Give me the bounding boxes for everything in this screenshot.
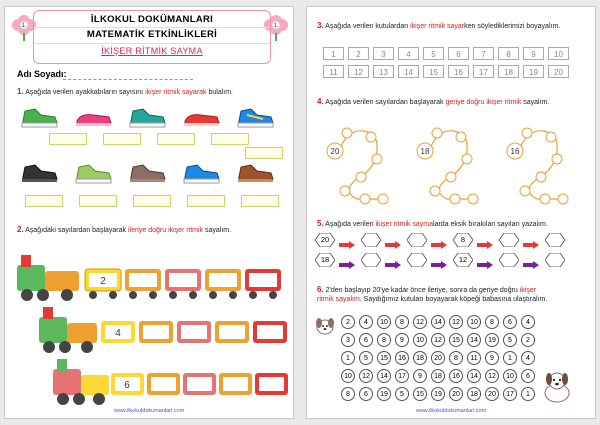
hexagon-number-cell[interactable] xyxy=(545,233,565,247)
arrow-right-icon xyxy=(523,256,539,274)
number-circle[interactable]: 4 xyxy=(359,315,373,329)
hexagon-number-cell[interactable] xyxy=(545,253,565,267)
number-box[interactable]: 5 xyxy=(423,47,444,60)
number-circle[interactable]: 17 xyxy=(395,369,409,383)
number-box[interactable]: 20 xyxy=(548,65,569,78)
number-circle[interactable]: 14 xyxy=(431,315,445,329)
number-circle[interactable]: 20 xyxy=(431,351,445,365)
answer-box[interactable] xyxy=(157,133,195,145)
shoe-icon xyxy=(235,103,275,129)
svg-text:1.: 1. xyxy=(21,23,27,29)
question-5: 5. Aşağıda verilen ikişer ritmik saymalarda eksik bırakılan sayıları yazalım. xyxy=(317,219,548,228)
number-box[interactable]: 1 xyxy=(323,47,344,60)
number-box[interactable]: 14 xyxy=(398,65,419,78)
answer-box[interactable] xyxy=(133,195,171,207)
number-box[interactable]: 15 xyxy=(423,65,444,78)
shoe-icon xyxy=(235,159,275,185)
answer-box[interactable] xyxy=(187,195,225,207)
number-circle[interactable]: 12 xyxy=(359,369,373,383)
number-circle[interactable]: 1 xyxy=(503,351,517,365)
answer-box[interactable] xyxy=(49,133,87,145)
train-illustration xyxy=(35,299,293,357)
shoe-icon xyxy=(127,159,167,185)
number-box[interactable]: 7 xyxy=(473,47,494,60)
arrow-right-icon xyxy=(477,256,493,274)
answer-box[interactable] xyxy=(103,133,141,145)
number-circle[interactable]: 6 xyxy=(503,315,517,329)
hexagon-number-cell[interactable] xyxy=(499,253,519,267)
number-circle[interactable]: 10 xyxy=(503,369,517,383)
shoe-icon xyxy=(181,159,221,185)
header-title: İLKOKUL DOKÜMANLARI xyxy=(90,14,214,25)
number-box[interactable]: 6 xyxy=(448,47,469,60)
number-circle[interactable]: 15 xyxy=(377,351,391,365)
answer-box[interactable] xyxy=(245,147,283,159)
answer-box[interactable] xyxy=(79,195,117,207)
question-3: 3. Aşağıda verilen kutulardan ikişer ritmik sayarken söylediklerimizi boyayalım. xyxy=(317,21,561,30)
shoe-icon xyxy=(73,103,113,129)
hexagon-number-cell[interactable] xyxy=(361,253,381,267)
hexagon-number-cell[interactable] xyxy=(499,233,519,247)
hexagon-number-cell[interactable] xyxy=(407,253,427,267)
answer-box[interactable] xyxy=(25,195,63,207)
number-circle[interactable]: 14 xyxy=(467,333,481,347)
number-box[interactable]: 4 xyxy=(398,47,419,60)
number-box[interactable]: 2 xyxy=(348,47,369,60)
number-circle[interactable]: 12 xyxy=(485,369,499,383)
svg-text:6: 6 xyxy=(124,380,130,391)
question-6: 6. 2'den başlayıp 20'ye kadar önce ileriye, sonra da geriye doğru ikişer ritmik sayalım. Saydığımız kutuları boyayarak köpeği babasına ulaştıralım. xyxy=(317,285,548,303)
number-circle[interactable]: 5 xyxy=(359,351,373,365)
number-box[interactable]: 8 xyxy=(498,47,519,60)
answer-box[interactable] xyxy=(211,133,249,145)
number-circle[interactable]: 2 xyxy=(521,333,535,347)
worksheet-topic: İKİŞER RİTMİK SAYMA xyxy=(101,46,203,56)
countdown-path-diagram xyxy=(317,123,587,207)
number-circle[interactable]: 8 xyxy=(341,387,355,401)
number-circle[interactable]: 11 xyxy=(467,351,481,365)
number-circle[interactable]: 18 xyxy=(431,369,445,383)
number-circle[interactable]: 9 xyxy=(413,369,427,383)
svg-text:18: 18 xyxy=(420,147,430,156)
number-circle[interactable]: 6 xyxy=(359,387,373,401)
number-circle[interactable]: 16 xyxy=(395,351,409,365)
shoe-icon xyxy=(73,159,113,185)
number-circle[interactable]: 14 xyxy=(467,369,481,383)
svg-text:2: 2 xyxy=(100,276,106,287)
question-2: 2. Aşağıdaki sayılardan başlayarak ileriye doğru ikişer ritmik sayalım. xyxy=(17,225,232,234)
number-circle[interactable]: 5 xyxy=(395,387,409,401)
number-circle[interactable]: 12 xyxy=(449,315,463,329)
number-circle[interactable]: 2 xyxy=(341,315,355,329)
svg-text:16: 16 xyxy=(510,147,520,156)
hexagon-number-cell[interactable] xyxy=(361,233,381,247)
number-circle[interactable]: 10 xyxy=(467,315,481,329)
number-circle[interactable]: 20 xyxy=(485,387,499,401)
number-box[interactable]: 19 xyxy=(523,65,544,78)
number-circle[interactable]: 6 xyxy=(359,333,373,347)
footer-url[interactable]: www.ilkokuldokumanlari.com xyxy=(113,408,185,414)
shoe-icon xyxy=(127,103,167,129)
arrow-right-icon xyxy=(431,236,447,254)
worksheet-header xyxy=(33,10,271,64)
arrow-right-icon xyxy=(477,236,493,254)
number-circle[interactable]: 17 xyxy=(503,387,517,401)
number-circle[interactable]: 10 xyxy=(413,333,427,347)
number-circle[interactable]: 9 xyxy=(395,333,409,347)
shoe-icon xyxy=(19,159,59,185)
number-circle[interactable]: 3 xyxy=(341,333,355,347)
hexagon-number-cell: 20 xyxy=(315,233,335,247)
train-illustration xyxy=(13,247,293,305)
number-circle[interactable]: 18 xyxy=(467,387,481,401)
footer-url[interactable]: www.ilkokuldokumanlari.com xyxy=(415,408,487,414)
hexagon-number-cell: 12 xyxy=(453,253,473,267)
question-1: 1. Aşağıda verilen ayakkabıların sayısını ikişer ritmik sayarak bulalım. xyxy=(17,87,233,96)
number-circle[interactable]: 18 xyxy=(413,351,427,365)
arrow-right-icon xyxy=(339,256,355,274)
shoe-icon xyxy=(19,103,59,129)
number-box[interactable]: 10 xyxy=(548,47,569,60)
shoe-icon xyxy=(181,103,221,129)
number-box[interactable]: 17 xyxy=(473,65,494,78)
hexagon-number-cell: 8 xyxy=(453,233,473,247)
number-circle[interactable]: 14 xyxy=(377,369,391,383)
number-box[interactable]: 9 xyxy=(523,47,544,60)
number-circle[interactable]: 4 xyxy=(521,351,535,365)
number-circle[interactable]: 15 xyxy=(449,333,463,347)
number-circle[interactable]: 8 xyxy=(485,315,499,329)
header-subtitle: MATEMATİK ETKİNLİKLERİ xyxy=(86,29,218,40)
number-box[interactable]: 3 xyxy=(373,47,394,60)
arrow-right-icon xyxy=(523,236,539,254)
number-circle[interactable]: 8 xyxy=(449,351,463,365)
hexagon-number-cell[interactable] xyxy=(407,233,427,247)
train-illustration xyxy=(49,351,293,409)
number-circle[interactable]: 19 xyxy=(485,333,499,347)
question-4: 4. Aşağıda verilen sayılardan başlayarak geriye doğru ikişer ritmik sayalım. xyxy=(317,97,550,106)
arrow-right-icon xyxy=(385,256,401,274)
name-field[interactable] xyxy=(63,79,193,80)
number-circle[interactable]: 16 xyxy=(449,369,463,383)
number-circle[interactable]: 10 xyxy=(377,315,391,329)
arrow-right-icon xyxy=(339,236,355,254)
number-circle[interactable]: 20 xyxy=(449,387,463,401)
name-label: Adı Soyadı: xyxy=(17,69,67,79)
number-circle[interactable]: 19 xyxy=(377,387,391,401)
number-circle[interactable]: 12 xyxy=(431,333,445,347)
number-box[interactable]: 18 xyxy=(498,65,519,78)
hexagon-number-cell: 18 xyxy=(315,253,335,267)
svg-text:1.: 1. xyxy=(273,23,279,29)
number-circle[interactable]: 10 xyxy=(341,369,355,383)
number-circle[interactable]: 6 xyxy=(521,369,535,383)
number-circle[interactable]: 8 xyxy=(377,333,391,347)
arrow-right-icon xyxy=(431,256,447,274)
number-circle[interactable]: 1 xyxy=(341,351,355,365)
number-box[interactable]: 13 xyxy=(373,65,394,78)
number-circle[interactable]: 9 xyxy=(485,351,499,365)
number-circle[interactable]: 1 xyxy=(521,387,535,401)
svg-text:20: 20 xyxy=(330,147,340,156)
number-circle[interactable]: 15 xyxy=(413,387,427,401)
number-circle[interactable]: 5 xyxy=(503,333,517,347)
number-circle[interactable]: 8 xyxy=(395,315,409,329)
left-worksheet-page xyxy=(4,6,294,419)
number-circle[interactable]: 19 xyxy=(431,387,445,401)
number-box[interactable]: 12 xyxy=(348,65,369,78)
dog-icon xyxy=(539,369,575,405)
answer-box[interactable] xyxy=(241,195,279,207)
number-box[interactable]: 11 xyxy=(323,65,344,78)
number-circle[interactable]: 12 xyxy=(413,315,427,329)
arrow-right-icon xyxy=(385,236,401,254)
number-box[interactable]: 16 xyxy=(448,65,469,78)
right-worksheet-page xyxy=(306,6,596,419)
number-circle[interactable]: 4 xyxy=(521,315,535,329)
puppy-icon xyxy=(313,313,337,337)
svg-text:4: 4 xyxy=(115,328,121,339)
